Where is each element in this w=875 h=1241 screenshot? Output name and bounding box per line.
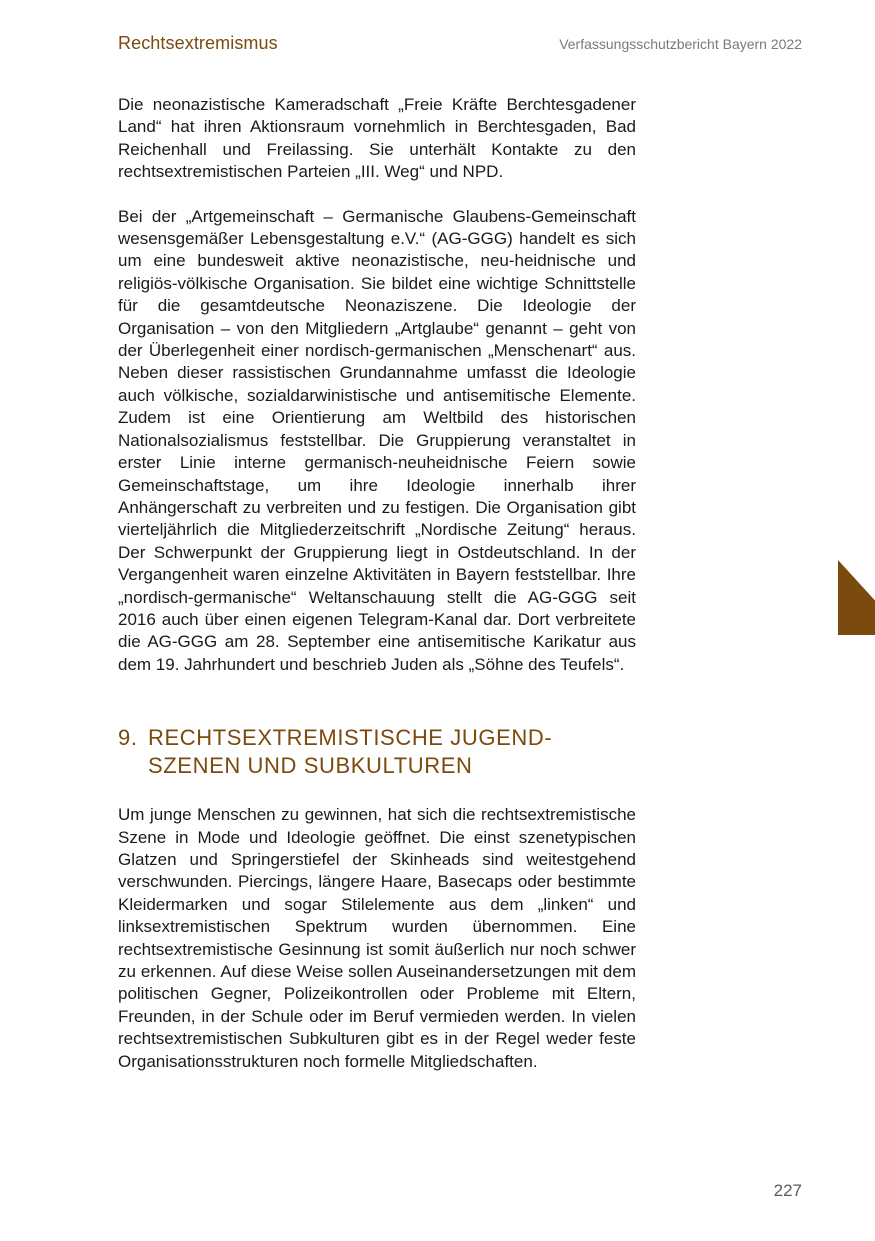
section-heading (118, 724, 636, 780)
chapter-tab-marker (838, 560, 875, 635)
running-header-section: Rechtsextremismus (118, 33, 278, 53)
page-body (118, 94, 636, 1073)
page-number: 227 (773, 1181, 802, 1200)
section-heading-title: RECHTSEXTREMISTISCHE JUGENDSZENEN UND SUBKULTUREN (148, 725, 552, 779)
section-heading-number: 9. (118, 725, 138, 751)
paragraph-artgemeinschaft: Bei der „Artgemeinschaft – Germanische Glaubens-Gemeinschaft wesensgemäßer Lebensgestaltung e.V.“ (AG-GGG) handelt es sich um eine bundesweit aktive neonazistische, neu-heidnische und religiös-völkische Organisation. Sie bildet eine wichtige Schnittstelle für die gesamtdeutsche Neonaziszene. Die Ideologie der Organisation – von den Mitgliedern „Artglaube“ genannt – geht von der Überlegenheit einer nordisch-germanischen „Menschenart“ aus. Neben dieser rassistischen Grundannahme umfasst die Ideologie auch völkische, sozialdarwinistische und antisemitische Elemente. Zudem ist eine Orientierung am Weltbild des historischen Nationalsozialismus feststellbar. Die Gruppierung veranstaltet in erster Linie interne germanisch-neuheidnische Feiern sowie Gemeinschaftstage, um ihre Ideologie innerhalb ihrer Anhängerschaft zu verbreiten und zu festigen. Die Organisation gibt vierteljährlich die Mitgliederzeitschrift „Nordische Zeitung“ heraus. Der Schwerpunkt der Gruppierung liegt in Ostdeutschland. In der Vergangenheit waren einzelne Aktivitäten in Bayern feststellbar. Ihre „nordisch-germanische“ Weltanschauung stellt die AG-GGG seit 2016 auch über einen eigenen Telegram-Kanal dar. Dort verbreitete die AG-GGG am 28. September eine antisemitische Karikatur aus dem 19. Jahrhundert und beschrieb Juden als „Söhne des Teufels“. (118, 206, 636, 674)
paragraph-freie-kraefte: Die neonazistische Kameradschaft „Freie Kräfte Berchtesgadener Land“ hat ihren Aktionsraum vornehmlich in Berchtesgaden, Bad Reichenhall und Freilassing. Sie unterhält Kontakte zu den rechtsextremistischen Parteien „III. Weg“ und NPD. (118, 95, 636, 182)
running-header-report-title: Verfassungsschutzbericht Bayern 2022 (559, 36, 802, 52)
paragraph-jugendszenen: Um junge Menschen zu gewinnen, hat sich die rechtsextremistische Szene in Mode und Ideologie geöffnet. Die einst szenetypischen Glatzen und Springerstiefel der Skinheads sind weitestgehend verschwunden. Piercings, längere Haare, Basecaps oder bestimmte Kleidermarken und sogar Stilelemente aus dem „linken“ und linksextremistischen Spektrum wurden übernommen. Eine rechtsextremistische Gesinnung ist somit äußerlich nur noch schwer zu erkennen. Auf diese Weise sollen Auseinandersetzungen mit dem politischen Gegner, Polizeikontrollen oder Probleme mit Eltern, Freunden, in der Schule oder im Beruf vermieden werden. In vielen rechtsextremistischen Subkulturen gibt es in der Regel weder feste Organisationsstrukturen noch formelle Mitgliedschaften. (118, 805, 636, 1071)
